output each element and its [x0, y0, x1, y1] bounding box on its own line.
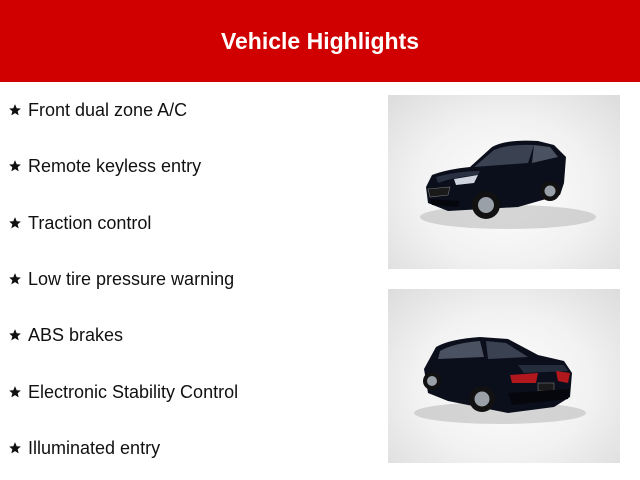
header-banner [0, 0, 640, 82]
feature-item [8, 154, 201, 178]
feature-label: Traction control [28, 212, 152, 233]
feature-label: Illuminated entry [28, 437, 161, 458]
star-icon [8, 385, 22, 399]
page-title: Vehicle Highlights [220, 27, 420, 54]
feature-item [8, 436, 160, 460]
feature-item [8, 98, 187, 122]
feature-item [8, 211, 151, 235]
star-icon [8, 216, 22, 230]
feature-label: Low tire pressure warning [28, 268, 235, 289]
feature-item [8, 323, 123, 347]
star-icon [8, 441, 22, 455]
star-icon [8, 103, 22, 117]
feature-item [8, 267, 234, 291]
star-icon [8, 159, 22, 173]
vehicle-photo-rear[interactable] [388, 289, 620, 463]
vehicle-photo-front[interactable] [388, 95, 620, 269]
feature-item [8, 380, 238, 404]
star-icon [8, 328, 22, 342]
feature-label: Electronic Stability Control [28, 381, 239, 402]
car-front-image [388, 95, 620, 269]
feature-label: ABS brakes [28, 324, 124, 345]
feature-label: Front dual zone A/C [28, 99, 188, 120]
star-icon [8, 272, 22, 286]
feature-label: Remote keyless entry [28, 155, 202, 176]
car-rear-image [388, 289, 620, 463]
